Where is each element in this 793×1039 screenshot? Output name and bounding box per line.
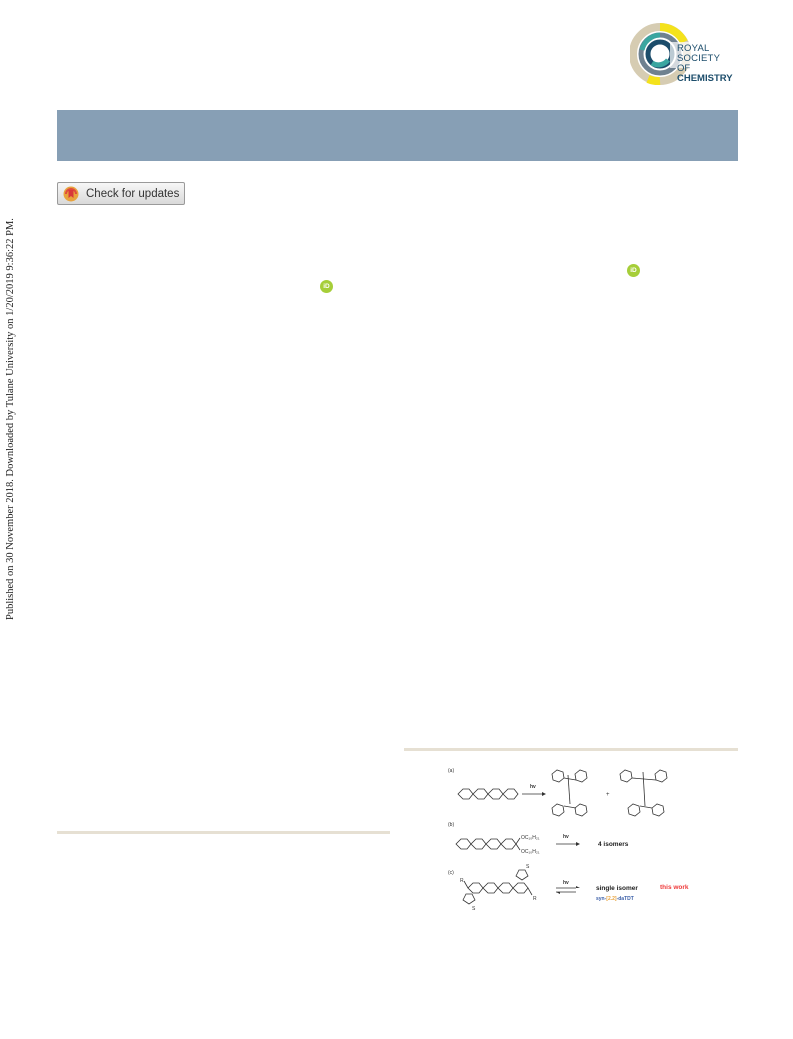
scheme-b-result: 4 isomers	[598, 841, 629, 848]
scheme-c-reverse-arrowhead	[556, 892, 560, 894]
scheme-c-s-bottom: S	[472, 906, 476, 912]
reaction-scheme	[430, 760, 730, 920]
anthracene-structure	[458, 789, 518, 799]
dimer-structure-2	[620, 770, 667, 816]
scheme-b-hv: hv	[563, 834, 569, 840]
rsc-logo	[630, 20, 740, 92]
thienoacene-structure	[463, 870, 532, 904]
logo-line2-main: CHEMISTRY	[677, 73, 733, 84]
scheme-top-rule	[404, 748, 738, 751]
scheme-a-arrowhead	[542, 792, 546, 796]
scheme-c-label: (c)	[448, 870, 454, 876]
scheme-a-plus: +	[606, 792, 610, 798]
orcid-icon[interactable]: iD	[627, 264, 640, 277]
scheme-b-arrowhead	[576, 842, 580, 846]
column-rule	[57, 831, 390, 834]
scheme-a-hv: hv	[530, 784, 536, 790]
compound-name-suffix: -daTDT	[616, 896, 634, 902]
rsc-logo-wordmark	[677, 44, 740, 84]
orcid-icon[interactable]: iD	[320, 280, 333, 293]
scheme-c-r-left: R	[460, 878, 464, 884]
scheme-b-substituent-top: OC₁₀H₂₁	[521, 835, 540, 841]
scheme-c-result: single isomer	[596, 885, 638, 892]
logo-line1: ROYAL SOCIETY	[677, 43, 721, 64]
logo-line2-prefix: OF	[677, 63, 691, 74]
tetracene-structure	[456, 838, 520, 850]
scheme-c-r-right: R	[533, 896, 537, 902]
scheme-c-s-top: S	[526, 864, 530, 870]
dimer-structure-1	[552, 770, 587, 816]
bookmark-refresh-icon	[63, 186, 79, 202]
journal-banner	[57, 110, 738, 161]
publication-side-note: Published on 30 November 2018. Downloaded by Tulane University on 1/20/2019 9:36:22 PM.	[5, 218, 16, 620]
scheme-c-compound-name	[596, 896, 634, 902]
compound-name-prefix: syn-	[596, 896, 607, 902]
compound-name-bracket: [2.2]	[606, 896, 617, 902]
scheme-c-forward-arrowhead	[576, 886, 580, 888]
check-for-updates-button[interactable]	[57, 182, 185, 205]
scheme-c-highlight: this work	[660, 884, 689, 891]
scheme-b-substituent-bottom: OC₁₀H₂₁	[521, 849, 540, 855]
scheme-a-label: (a)	[448, 768, 455, 774]
scheme-b-label: (b)	[448, 822, 455, 828]
check-for-updates-label: Check for updates	[86, 187, 180, 200]
scheme-c-hv: hv	[563, 880, 569, 886]
